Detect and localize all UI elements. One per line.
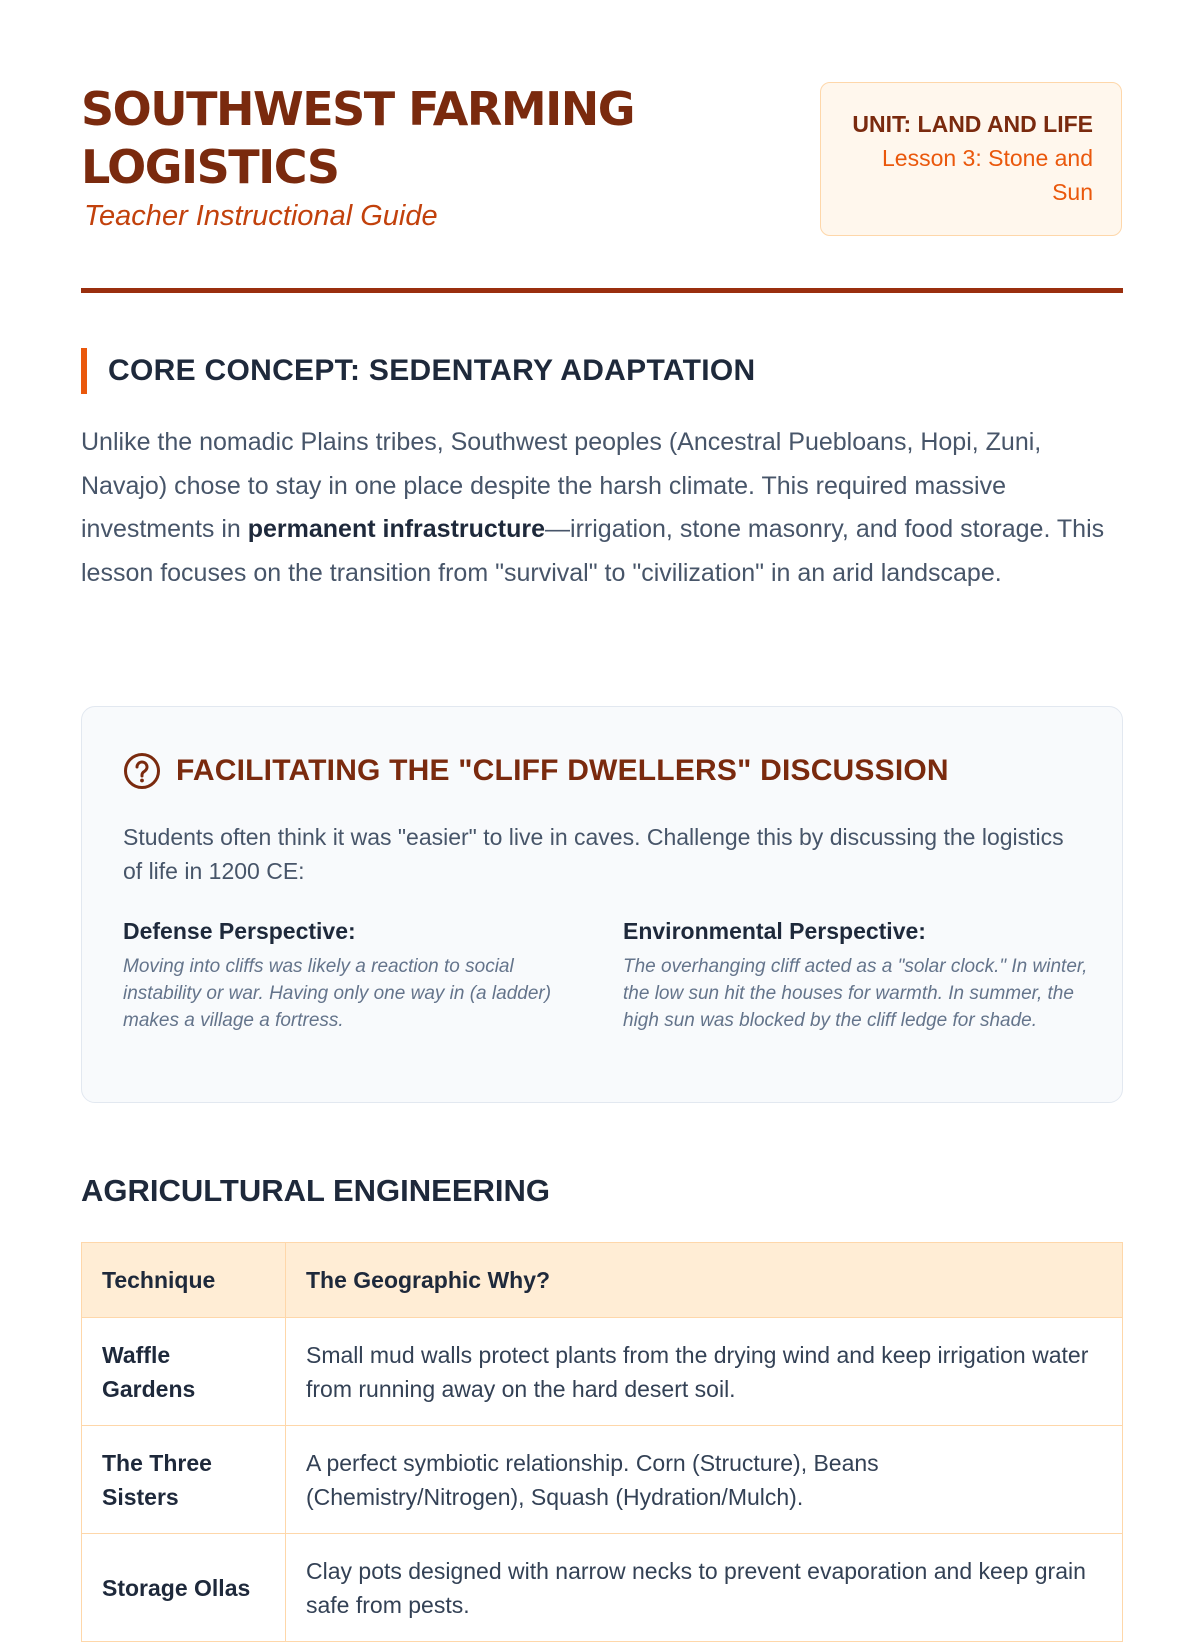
lesson-label: Lesson 3: Stone and Sun — [882, 145, 1093, 205]
core-concept-heading: CORE CONCEPT: SEDENTARY ADAPTATION — [81, 348, 755, 394]
defense-perspective — [123, 915, 588, 1034]
discussion-intro: Students often think it was "easier" to live in caves. Challenge this by discussing the logistics of life in 1200 CE: — [123, 824, 1064, 884]
header-divider — [81, 288, 1123, 293]
why-cell: Clay pots designed with narrow necks to prevent evaporation and keep grain safe from pests. — [286, 1534, 1123, 1642]
perspective-title: Environmental Perspective: — [623, 918, 926, 944]
core-text-emphasis: permanent infrastructure — [247, 515, 546, 543]
agricultural-engineering-heading: AGRICULTURAL ENGINEERING — [81, 1173, 551, 1208]
column-header-technique: Technique — [82, 1243, 286, 1318]
table-row — [82, 1318, 1123, 1426]
technique-cell: The Three Sisters — [82, 1426, 286, 1534]
why-cell: A perfect symbiotic relationship. Corn (Structure), Beans (Chemistry/Nitrogen), Squash (Hydration/Mulch). — [286, 1426, 1123, 1534]
why-cell: Small mud walls protect plants from the drying wind and keep irrigation water from running away on the hard desert soil. — [286, 1318, 1123, 1426]
techniques-table — [81, 1242, 1123, 1642]
unit-label: UNIT: LAND AND LIFE — [852, 111, 1093, 137]
perspective-text: The overhanging cliff acted as a "solar clock." In winter, the low sun hit the houses for warmth. In summer, the high sun was blocked by the cliff ledge for shade. — [623, 956, 1088, 1031]
table-row — [82, 1426, 1123, 1534]
perspective-text: Moving into cliffs was likely a reaction to social instability or war. Having only one way in (a ladder) makes a village a fortress. — [123, 956, 552, 1031]
perspective-title: Defense Perspective: — [123, 918, 356, 944]
core-concept-text — [81, 421, 1126, 595]
technique-cell: Storage Ollas — [82, 1534, 286, 1642]
environmental-perspective — [623, 915, 1088, 1034]
column-header-why: The Geographic Why? — [286, 1243, 1123, 1318]
technique-cell: Waffle Gardens — [82, 1318, 286, 1426]
page-header — [81, 80, 1122, 236]
question-circle-icon — [123, 752, 161, 790]
discussion-heading: FACILITATING THE "CLIFF DWELLERS" DISCUSSION — [176, 754, 949, 787]
unit-info-box — [820, 82, 1122, 236]
page-title: SOUTHWEST FARMING LOGISTICS — [81, 82, 634, 194]
core-text-part-1: Unlike the nomadic Plains tribes, Southwest peoples (Ancestral Puebloans, Hopi, Zuni, Navajo) chose to stay in one place despite the harsh climate. This required massive investments in — [81, 428, 1042, 543]
core-text-part-2: —irrigation, stone masonry, and food storage. This lesson focuses on the transition from "survival" to "civilization" in an arid landscape. — [81, 515, 1105, 587]
table-row — [82, 1534, 1123, 1642]
discussion-header — [123, 752, 949, 790]
discussion-panel — [81, 706, 1123, 1103]
page-subtitle: Teacher Instructional Guide — [84, 200, 438, 232]
table-header-row — [82, 1243, 1123, 1318]
